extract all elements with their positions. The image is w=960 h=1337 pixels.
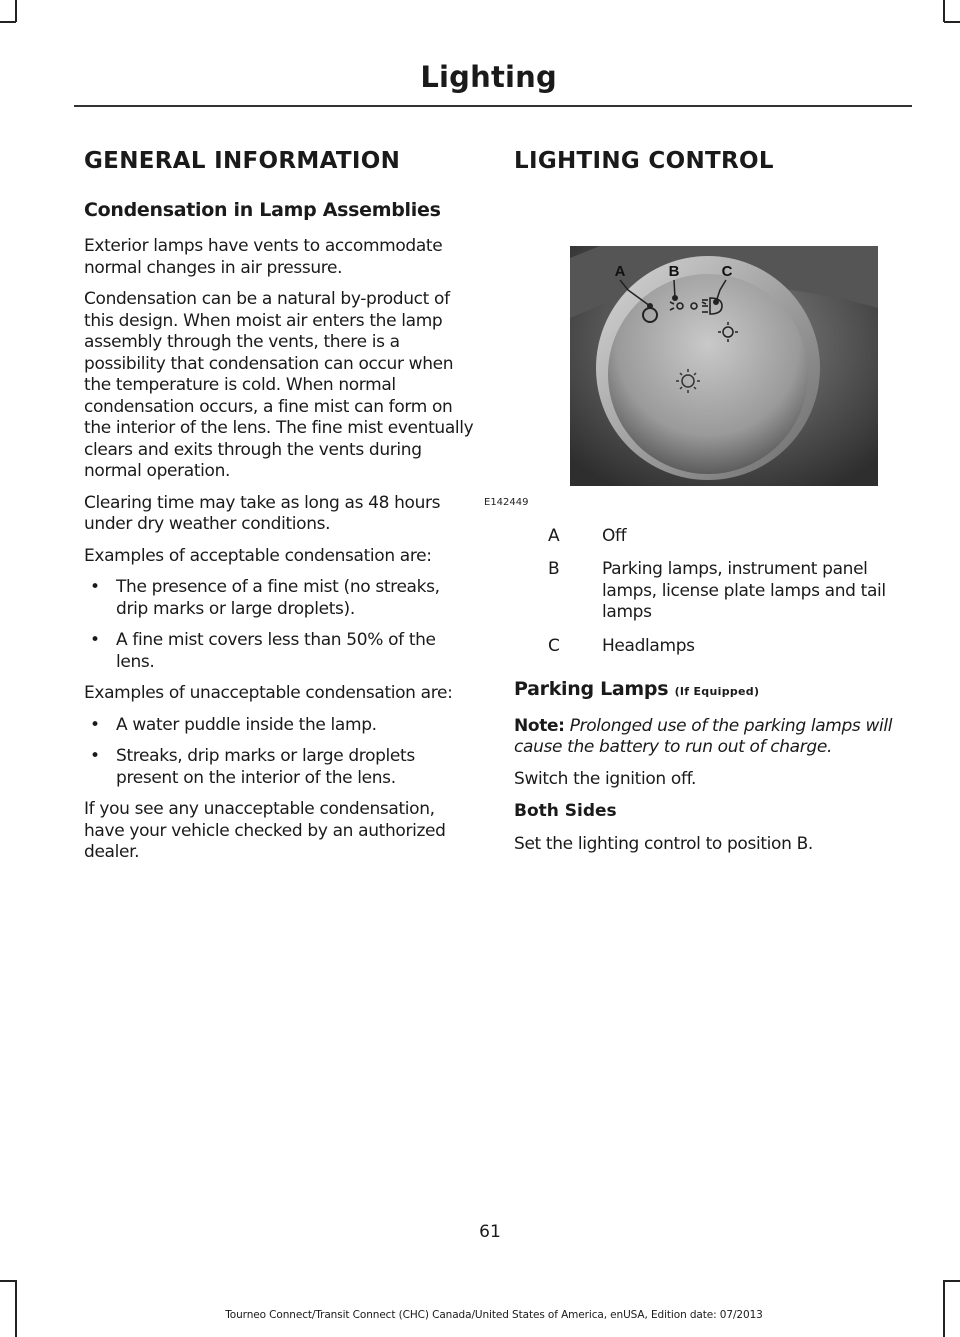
lighting-control-figure bbox=[480, 198, 878, 508]
position-key-list bbox=[514, 526, 906, 658]
key-description: Parking lamps, instrument panel lamps, license plate lamps and tail lamps bbox=[602, 559, 886, 623]
condensation-subheading: Condensation in Lamp Assemblies bbox=[84, 198, 441, 221]
callout-label-b: B bbox=[668, 262, 680, 280]
clearing-time-paragraph: Clearing time may take as long as 48 hours under dry weather conditions. bbox=[84, 492, 441, 535]
right-column bbox=[484, 148, 906, 866]
callout-label-a: A bbox=[614, 262, 626, 280]
edition-footer: Tourneo Connect/Transit Connect (CHC) Canada/United States of America, enUSA, Edition date: 07/2013 bbox=[225, 1309, 763, 1321]
battery-note bbox=[514, 716, 906, 759]
parking-lamps-heading bbox=[514, 677, 906, 702]
note-label: Note: bbox=[514, 715, 565, 736]
key-letter: A bbox=[548, 525, 560, 546]
key-letter: B bbox=[548, 559, 560, 580]
crop-mark-bottom-right-h bbox=[944, 1280, 960, 1282]
key-description: Off bbox=[602, 525, 627, 546]
callout-dot-a bbox=[647, 303, 653, 309]
crop-mark-top-right-h bbox=[944, 21, 960, 23]
ignition-instruction: Switch the ignition off. bbox=[514, 768, 697, 789]
crop-mark-bottom-left-h bbox=[0, 1280, 16, 1282]
key-row-c bbox=[514, 636, 906, 658]
callout-dot-b bbox=[672, 295, 678, 301]
key-row-a bbox=[514, 526, 906, 548]
if-equipped-qualifier: (If Equipped) bbox=[674, 685, 760, 699]
list-item: • Streaks, drip marks or large droplets present on the interior of the lens. bbox=[84, 746, 476, 789]
left-column bbox=[84, 148, 476, 874]
key-description: Headlamps bbox=[602, 635, 695, 656]
page-section-title: Lighting bbox=[420, 60, 557, 94]
list-item: • A water puddle inside the lamp. bbox=[84, 715, 476, 737]
page-number: 61 bbox=[479, 1222, 501, 1242]
figure-caption: E142449 bbox=[484, 496, 529, 508]
crop-mark-top-left-h bbox=[0, 21, 16, 23]
condensation-paragraph: Condensation can be a natural by-product of this design. When moist air enters the lamp assembly through the vents, there is a possibility that condensation can occur when the temperature is cold. When normal condensation occurs, a fine mist can form on the interior of the lens. The fine mist eventually clears and exits through the vents during normal operation. bbox=[84, 289, 474, 482]
key-letter: C bbox=[548, 635, 560, 656]
general-information-heading: GENERAL INFORMATION bbox=[84, 148, 401, 174]
acceptable-intro: Examples of acceptable condensation are: bbox=[84, 545, 432, 566]
unacceptable-list bbox=[84, 715, 476, 790]
vents-paragraph: Exterior lamps have vents to accommodate normal changes in air pressure. bbox=[84, 236, 443, 278]
list-item: • The presence of a fine mist (no streaks, drip marks or large droplets). bbox=[84, 577, 476, 620]
dealer-paragraph: If you see any unacceptable condensation, have your vehicle checked by an authorized dealer. bbox=[84, 799, 446, 863]
note-text: Prolonged use of the parking lamps will cause the battery to run out of charge. bbox=[514, 715, 893, 758]
list-item: • A fine mist covers less than 50% of the lens. bbox=[84, 630, 476, 673]
header-divider bbox=[74, 105, 912, 107]
key-row-b bbox=[514, 559, 906, 624]
crop-mark-top-left-v bbox=[15, 0, 17, 22]
callout-dot-c bbox=[713, 299, 719, 305]
lighting-switch-illustration bbox=[480, 198, 878, 508]
crop-mark-top-right-v bbox=[943, 0, 945, 22]
acceptable-list bbox=[84, 577, 476, 673]
both-sides-instruction: Set the lighting control to position B. bbox=[514, 834, 813, 855]
lighting-control-heading: LIGHTING CONTROL bbox=[514, 148, 774, 174]
unacceptable-intro: Examples of unacceptable condensation are: bbox=[84, 683, 453, 704]
callout-label-c: C bbox=[721, 262, 733, 280]
both-sides-heading: Both Sides bbox=[514, 801, 617, 822]
parking-lamps-title: Parking Lamps bbox=[514, 678, 669, 701]
switch-knob bbox=[608, 274, 808, 474]
